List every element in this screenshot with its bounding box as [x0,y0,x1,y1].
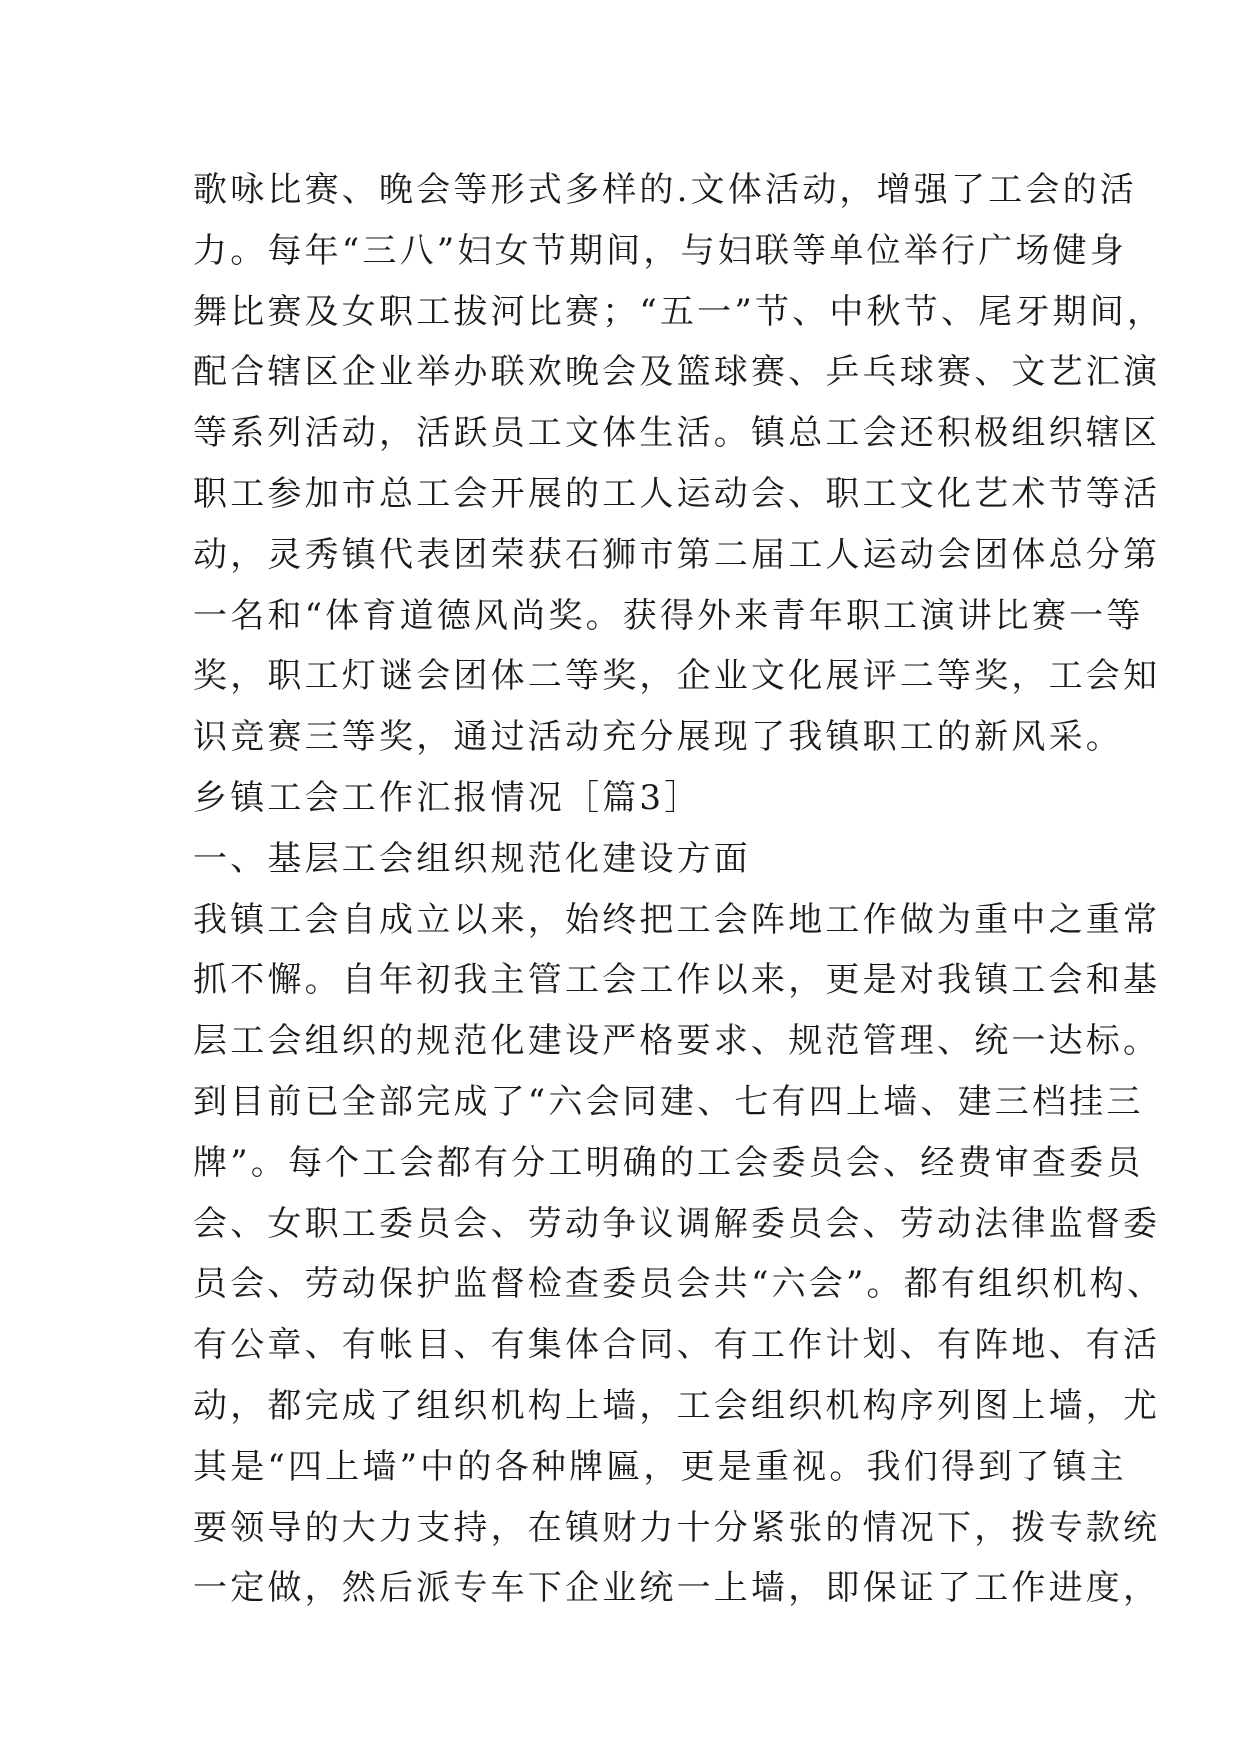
paragraph-line: 到目前已全部完成了“六会同建、七有四上墙、建三档挂三 [193,1081,1144,1122]
paragraph-line: 层工会组织的规范化建设严格要求、规范管理、统一达标。 [193,1021,1161,1062]
paragraph-line: 抓不懈。自年初我主管工会工作以来，更是对我镇工会和基 [193,960,1161,1001]
section-title: 乡镇工会工作汇报情况［篇3］ [193,777,702,818]
paragraph-line: 要领导的大力支持，在镇财力十分紧张的情况下，拨专款统 [193,1507,1161,1548]
section-heading: 一、基层工会组织规范化建设方面 [193,838,751,879]
paragraph-line: 配合辖区企业举办联欢晚会及篮球赛、乒乓球赛、文艺汇演 [193,352,1161,393]
paragraph-line: 一定做，然后派专车下企业统一上墙，即保证了工作进度， [193,1568,1161,1609]
paragraph-line: 奖，职工灯谜会团体二等奖，企业文化展评二等奖，工会知 [193,656,1161,697]
paragraph-line: 一名和“体育道德风尚奖。获得外来青年职工演讲比赛一等 [193,595,1144,636]
paragraph-line: 歌咏比赛、晚会等形式多样的.文体活动，增强了工会的活 [193,170,1138,210]
paragraph-line: 其是“四上墙”中的各种牌匾，更是重视。我们得到了镇主 [193,1446,1127,1487]
paragraph-line: 等系列活动，活跃员工文体生活。镇总工会还积极组织辖区 [193,413,1161,454]
paragraph-line: 职工参加市总工会开展的工人运动会、职工文化艺术节等活 [193,473,1161,514]
paragraph-line: 动，都完成了组织机构上墙，工会组织机构序列图上墙，尤 [193,1385,1161,1426]
paragraph-line: 牌”。每个工会都有分工明确的工会委员会、经费审查委员 [193,1142,1144,1183]
paragraph-line: 力。每年“三八”妇女节期间，与妇联等单位举行广场健身 [193,230,1127,271]
paragraph-line: 舞比赛及女职工拔河比赛；“五一”节、中秋节、尾牙期间， [193,291,1165,332]
paragraph-line: 会、女职工委员会、劳动争议调解委员会、劳动法律监督委 [193,1203,1161,1244]
paragraph-line: 有公章、有帐目、有集体合同、有工作计划、有阵地、有活 [193,1325,1161,1366]
paragraph-line: 我镇工会自成立以来，始终把工会阵地工作做为重中之重常 [193,899,1161,940]
paragraph-line: 动，灵秀镇代表团荣获石狮市第二届工人运动会团体总分第 [193,534,1161,575]
document-body [193,160,1165,1619]
paragraph-line: 识竞赛三等奖，通过活动充分展现了我镇职工的新风采。 [193,717,1123,758]
paragraph-line: 员会、劳动保护监督检查委员会共“六会”。都有组织机构、 [193,1264,1165,1305]
